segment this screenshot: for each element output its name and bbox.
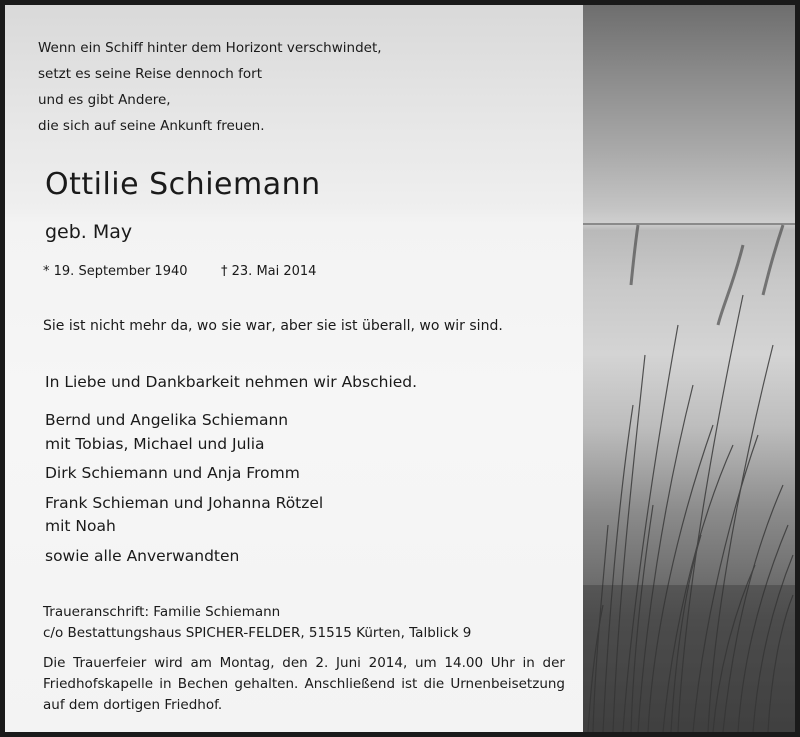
mourner-line: Bernd und Angelika Schiemann [45, 411, 289, 429]
poem-quote [38, 35, 382, 139]
quote-line: setzt es seine Reise dennoch fort [38, 66, 263, 82]
address-line: c/o Bestattungshaus SPICHER-FELDER, 51515 Kürten, Talblick 9 [43, 624, 472, 641]
service-info: Die Trauerfeier wird am Montag, den 2. Juni 2014, um 14.00 Uhr in der Friedhofskapelle in Bechen gehalten. Anschließend ist die Urnenbeisetzung auf dem dortigen Friedhof. [43, 655, 565, 713]
dune-grass-image [583, 205, 795, 732]
life-dates [43, 264, 317, 279]
notice-text [5, 5, 583, 732]
mourning-address [43, 602, 471, 643]
death-date: † 23. Mai 2014 [221, 264, 317, 279]
mourner-group [45, 462, 323, 486]
farewell-line: In Liebe und Dankbarkeit nehmen wir Abschied. [45, 373, 418, 391]
mourner-line: Dirk Schiemann und Anja Fromm [45, 464, 300, 482]
quote-line: und es gibt Andere, [38, 92, 171, 108]
quote-line: Wenn ein Schiff hinter dem Horizont verschwindet, [38, 40, 382, 56]
maiden-name: geb. May [45, 221, 133, 243]
mourner-line: Frank Schieman und Johanna Rötzel [45, 493, 324, 512]
mourner-group [45, 409, 323, 456]
mourner-line: mit Noah [45, 517, 116, 535]
mourner-group [45, 545, 323, 569]
mourners-list [45, 409, 323, 574]
motto: Sie ist nicht mehr da, wo sie war, aber sie ist überall, wo wir sind. [43, 318, 503, 334]
mourner-line: mit Tobias, Michael und Julia [45, 434, 265, 453]
mourner-line: sowie alle Anverwandten [45, 546, 240, 565]
quote-line: die sich auf seine Ankunft freuen. [38, 118, 265, 134]
address-line: Traueranschrift: Familie Schiemann [43, 604, 281, 620]
mourner-group [45, 492, 323, 539]
deceased-name: Ottilie Schiemann [45, 167, 321, 202]
birth-date: * 19. September 1940 [43, 264, 188, 279]
